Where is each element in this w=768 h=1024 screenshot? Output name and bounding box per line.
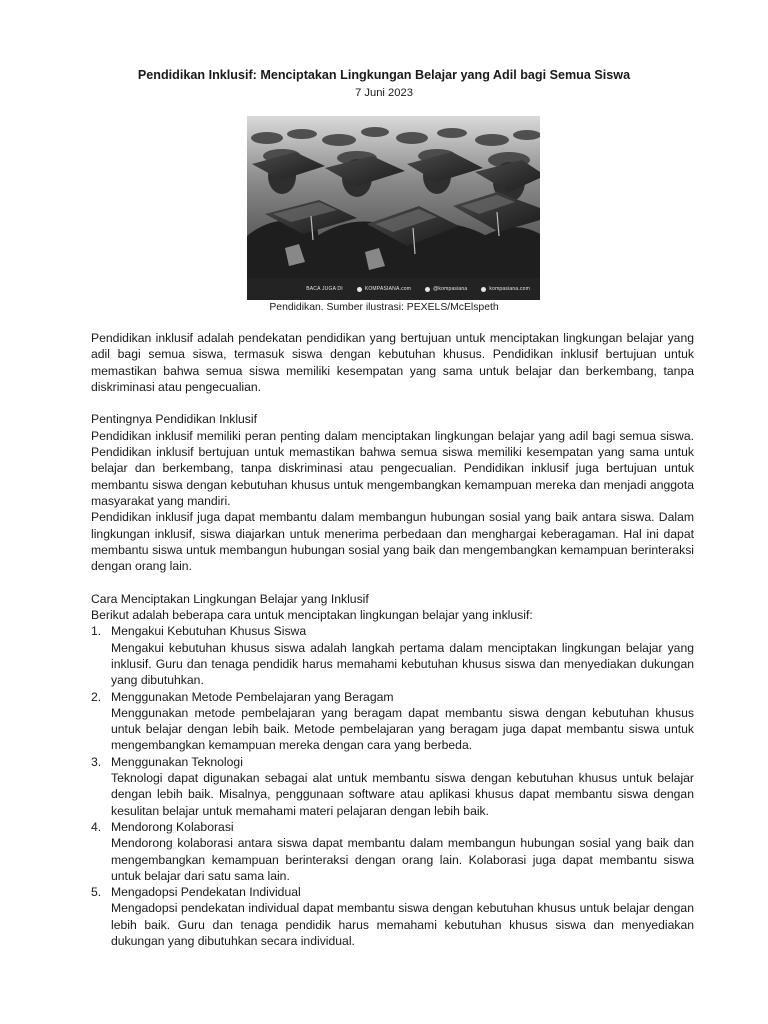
step-title: Mengadopsi Pendekatan Individual <box>111 885 301 900</box>
instagram-icon <box>481 287 486 292</box>
section-heading-how: Cara Menciptakan Lingkungan Belajar yang Inklusif <box>91 591 369 606</box>
credit-social-2 <box>481 286 530 292</box>
steps-list <box>91 623 694 949</box>
credit-site <box>357 286 411 292</box>
photo-illustration <box>247 116 540 300</box>
paragraph-spacer <box>91 395 694 411</box>
step-title: Mendorong Kolaborasi <box>111 819 234 834</box>
step-text: Menggunakan metode pembelajaran yang beragam dapat membantu siswa dengan kebutuhan khusus untuk belajar dengan lebih baik. Metode pembelajaran yang beragam juga dapat membantu siswa untuk mengembangkan kemampuan mereka dengan cara yang berbeda. <box>111 705 694 753</box>
importance-paragraph-1: Pendidikan inklusif memiliki peran penting dalam menciptakan lingkungan belajar yang adil bagi semua siswa. Pendidikan inklusif bertujuan untuk memastikan bahwa semua siswa memiliki kesempatan yang sama untuk belajar dan berkembang, tanpa diskriminasi atau pengecualian. Pendidikan inklusif juga bertujuan untuk membantu siswa dengan kebutuhan khusus untuk mengembangkan kemampuan mereka dan menjadi anggota masyarakat yang mandiri. <box>91 428 694 508</box>
article-date: 7 Juni 2023 <box>355 87 413 99</box>
credit-social-2-label: kompasiana.com <box>489 286 530 292</box>
list-item <box>91 689 694 754</box>
step-text: Mengakui kebutuhan khusus siswa adalah langkah pertama dalam menciptakan lingkungan belajar yang inklusif. Guru dan tenaga pendidik harus memahami kebutuhan khusus siswa dan menyediakan dukungan yang dibutuhkan. <box>111 640 694 688</box>
graduation-caps-photo <box>247 116 540 300</box>
step-text: Mendorong kolaborasi antara siswa dapat membantu dalam membangun hubungan sosial yang baik dan mengembangkan kemampuan berinteraksi dengan orang lain. Kolaborasi juga dapat membantu siswa untuk belajar dari satu sama lain. <box>111 836 694 883</box>
step-title: Menggunakan Metode Pembelajaran yang Beragam <box>111 689 394 704</box>
credit-read-also-label: BACA JUGA DI <box>306 286 343 292</box>
figure-caption: Pendidikan. Sumber ilustrasi: PEXELS/McElspeth <box>269 302 499 313</box>
step-title: Mengakui Kebutuhan Khusus Siswa <box>111 624 307 639</box>
step-text: Teknologi dapat digunakan sebagai alat untuk membantu siswa dengan kebutuhan khusus untuk belajar dengan lebih baik. Misalnya, penggunaan software atau aplikasi khusus dapat membantu siswa dengan kesulitan belajar untuk memahami materi pelajaran dengan lebih baik. <box>111 771 694 818</box>
credit-social-1 <box>425 286 467 292</box>
credit-read-also <box>306 286 343 292</box>
list-item <box>91 623 694 688</box>
step-title: Menggunakan Teknologi <box>111 754 243 769</box>
credit-site-label: KOMPASIANA.com <box>364 286 412 292</box>
list-item <box>91 819 694 884</box>
credit-social-1-label: @kompasiana <box>433 286 468 292</box>
section-heading-importance: Pentingnya Pendidikan Inklusif <box>91 412 257 427</box>
article-title: Pendidikan Inklusif: Menciptakan Lingkungan Belajar yang Adil bagi Semua Siswa <box>137 68 631 82</box>
paragraph-spacer <box>91 574 694 590</box>
twitter-icon <box>425 287 430 292</box>
step-text: Mengadopsi pendekatan individual dapat membantu siswa dengan kebutuhan khusus untuk belajar dengan lebih baik. Guru dan tenaga pendidik harus memahami kebutuhan khusus siswa dan menyediakan dukungan yang dibutuhkan secara individual. <box>111 901 694 948</box>
photo-credit-bar <box>247 278 540 300</box>
step-number: 1. <box>91 624 102 639</box>
step-number: 4. <box>91 819 102 834</box>
step-number: 3. <box>91 754 102 769</box>
step-number: 2. <box>91 689 102 704</box>
intro-paragraph: Pendidikan inklusif adalah pendekatan pendidikan yang bertujuan untuk menciptakan lingkungan belajar yang adil bagi semua siswa, termasuk siswa dengan kebutuhan khusus. Pendidikan inklusif bertujuan untuk memastikan bahwa semua siswa memiliki kesempatan yang sama untuk belajar dan berkembang, tanpa diskriminasi atau pengecualian. <box>91 331 694 394</box>
article-body <box>91 330 694 949</box>
importance-paragraph-2: Pendidikan inklusif juga dapat membantu dalam membangun hubungan sosial yang baik antara siswa. Dalam lingkungan inklusif, siswa diajarkan untuk menerima perbedaan dan menghargai keberagaman. Hal ini dapat membantu siswa untuk membangun hubungan sosial yang baik dan mengembangkan kemampuan berinteraksi dengan orang lain. <box>91 510 694 574</box>
kompasiana-logo-icon <box>357 287 362 292</box>
step-number: 5. <box>91 885 102 900</box>
list-item <box>91 884 694 949</box>
list-item <box>91 754 694 819</box>
how-lead-paragraph: Berikut adalah beberapa cara untuk menciptakan lingkungan belajar yang inklusif: <box>91 608 533 623</box>
